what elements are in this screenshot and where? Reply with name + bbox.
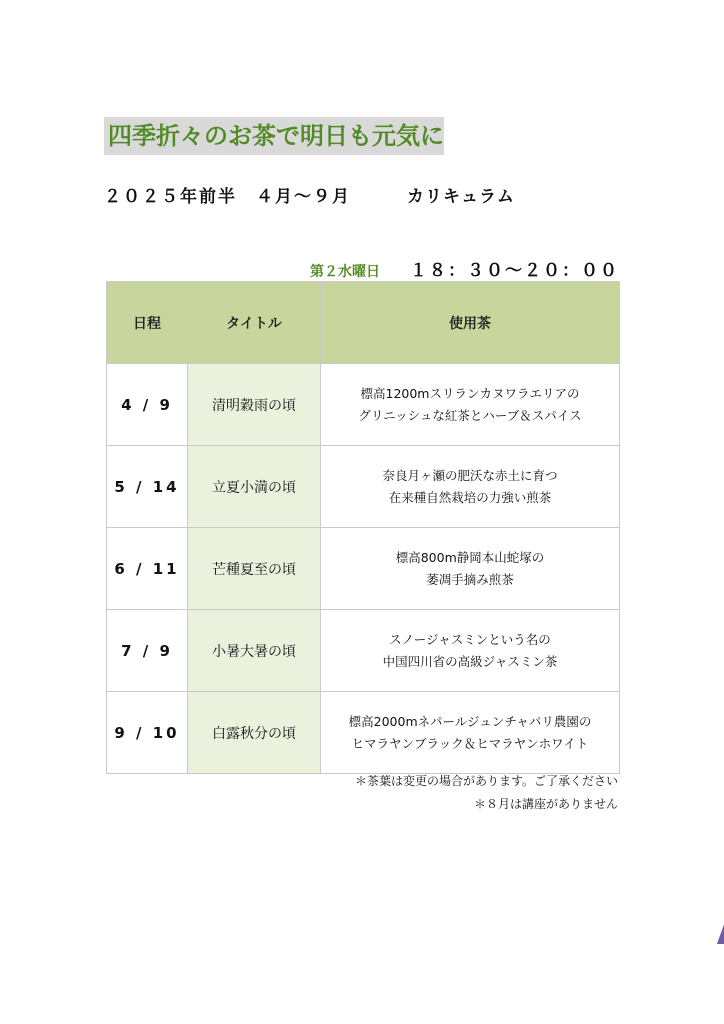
note-august: ＊８月は講座がありません xyxy=(473,797,618,811)
table-header-row xyxy=(107,282,620,364)
page-title: 四季折々のお茶で明日も元気に xyxy=(104,117,444,155)
row-tea xyxy=(321,610,620,692)
curriculum-label: カリキュラム xyxy=(407,187,515,207)
subtitle xyxy=(104,182,515,207)
row-date: 6 / 11 xyxy=(107,528,188,610)
row-title: 立夏小満の頃 xyxy=(188,446,321,528)
row-title: 小暑大暑の頃 xyxy=(188,610,321,692)
tea-line: ヒマラヤンブラック＆ヒマラヤンホワイト xyxy=(351,735,589,751)
header-date: 日程 xyxy=(107,282,188,364)
header-title: タイトル xyxy=(188,282,321,364)
schedule-info xyxy=(310,256,619,281)
tea-line: 標高800m静岡本山蛇塚の xyxy=(395,549,545,565)
tea-line: 中国四川省の高級ジャスミン茶 xyxy=(382,653,558,669)
row-date: 4 / 9 xyxy=(107,364,188,446)
header-tea: 使用茶 xyxy=(321,282,620,364)
tea-line: 標高2000mネパールジュンチャパリ農園の xyxy=(348,713,592,729)
row-date: 7 / 9 xyxy=(107,610,188,692)
tea-line: スノージャスミンという名の xyxy=(389,631,551,647)
tea-line: グリニッシュな紅茶とハーブ＆スパイス xyxy=(358,407,582,423)
row-date: 5 / 14 xyxy=(107,446,188,528)
corner-mark xyxy=(717,916,724,944)
row-title: 白露秋分の頃 xyxy=(188,692,321,774)
note-tea-change: ＊茶葉は変更の場合があります。ご了承ください xyxy=(354,774,618,788)
row-tea xyxy=(321,692,620,774)
schedule-time: １８：３０〜２０：００ xyxy=(410,261,619,281)
row-title: 芒種夏至の頃 xyxy=(188,528,321,610)
curriculum-table xyxy=(106,281,620,774)
row-tea xyxy=(321,528,620,610)
table-row xyxy=(107,528,620,610)
tea-line: 在来種自然栽培の力強い煎茶 xyxy=(388,489,552,505)
period-text: ２０２５年前半 ４月〜９月 xyxy=(104,187,351,207)
table-row xyxy=(107,692,620,774)
row-date: 9 / 10 xyxy=(107,692,188,774)
schedule-day: 第２水曜日 xyxy=(310,264,380,280)
row-tea xyxy=(321,364,620,446)
row-tea xyxy=(321,446,620,528)
table-row xyxy=(107,610,620,692)
row-title: 清明穀雨の頃 xyxy=(188,364,321,446)
table-row xyxy=(107,364,620,446)
table-row xyxy=(107,446,620,528)
tea-line: 奈良月ヶ瀬の肥沃な赤土に育つ xyxy=(382,467,558,483)
tea-line: 標高1200mスリランカヌワラエリアの xyxy=(360,385,580,401)
tea-line: 萎凋手摘み煎茶 xyxy=(426,571,514,587)
